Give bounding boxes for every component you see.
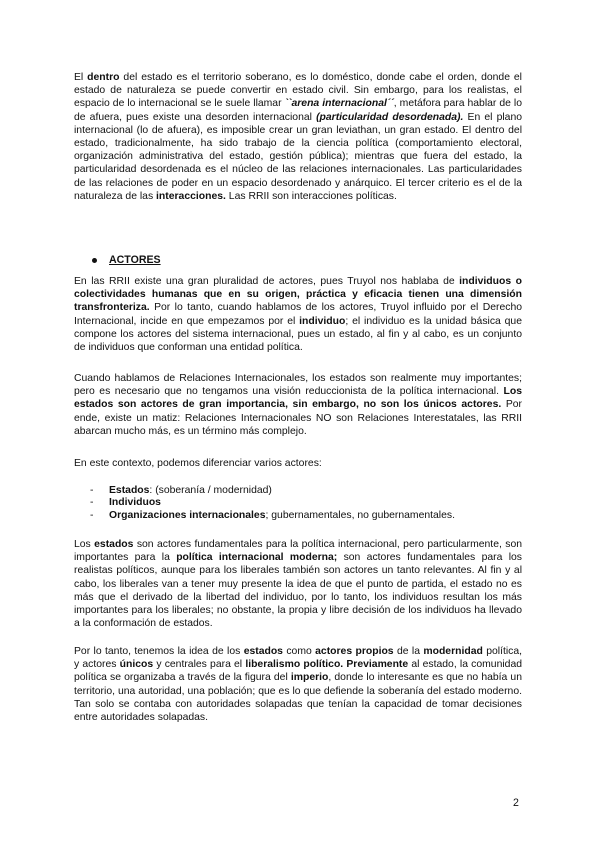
text-run: : (soberanía / modernidad): [149, 485, 272, 496]
text-run: Por ende, existe un matiz: Relaciones Internacionales NO son Relaciones Interestatales, las RRII abarcan mucho más, es un término más complejo.: [74, 399, 522, 437]
bold-italic-term: ``arena internacional´´: [284, 98, 394, 110]
text-run: Por lo tanto, tenemos la idea de los: [74, 646, 244, 657]
bold-term: imperio: [290, 672, 329, 684]
dash-bullet: -: [90, 485, 94, 496]
bold-term: únicos: [119, 659, 154, 671]
text-run: , donde lo interesante es que no había un territorio, una autoridad, una población; que es lo que defiende la soberanía del estado moderno. Tan solo se contaba con autoridades solapadas que tenían la capacidad de tomar decisiones entre autoridades solapadas.: [74, 672, 522, 724]
paragraph-modernidad: [74, 645, 522, 724]
section-heading-actores: [92, 254, 161, 266]
text-run: , metáfora para hablar de lo de afuera, pues existe una desorden internacional: [74, 98, 522, 123]
text-run: Por lo tanto, cuando hablamos de los actores, Truyol influido por el Derecho Internacional, incide en que empezamos por el: [74, 302, 522, 327]
text-run: ; gubernamentales, no gubernamentales.: [265, 509, 455, 521]
bold-term: Los estados son actores de gran importancia, sin embargo, no son los únicos actores.: [74, 386, 522, 411]
list-item: [90, 485, 455, 497]
actors-list: [90, 485, 455, 522]
bold-term: individuo: [299, 315, 346, 327]
text-run: son actores fundamentales para los realistas políticos, aunque para los liberales también son actores un tanto relevantes. Al fin y al cabo, los liberales van a tener muy presente la idea de que el punto de partida, el estado no es más que el derivado de la libertad del individuo, por lo tanto, los individuos resultan los más importantes para los liberales; no obstante, la propia y libre decisión de los individuos ha llevado a la conformación de estados.: [74, 552, 522, 630]
paragraph-contexto: [74, 457, 522, 470]
bold-term: Estados: [109, 485, 150, 496]
list-item: [90, 497, 455, 509]
text-run: En el plano internacional (lo de afuera), es imposible crear un gran leviathan, un gran estado. El dentro del estado, tradicionalmente, ha sido trabajo de la ciencia política (comportamiento electoral, organización administrativa del estado, gestión pública); mientras que fuera del estado, la particularidad desordenada es el núcleo de las relaciones internacionales. Las particularidades de las relaciones de poder en un espacio desordenado y anárquico. El tercer criterio es el de la naturaleza de las: [74, 111, 523, 202]
bold-term: actores propios: [315, 646, 394, 657]
text-run: En las RRII existe una gran pluralidad de actores, pues Truyol nos hablaba de: [74, 276, 460, 287]
bold-term: dentro: [87, 72, 120, 83]
text-run: ; el individuo es la unidad básica que compone los actores del sistema internacional, pues un estado, al fin y al cabo, es un conjunto de individuos que conforman una entidad política.: [74, 315, 522, 354]
text-run: Cuando hablamos de Relaciones Internacionales, los estados son realmente muy importantes; pero es necesario que no tengamos una visión reduccionista de la política internacional.: [74, 373, 522, 398]
page-number: 2: [513, 797, 519, 809]
bold-term: estados: [243, 646, 283, 657]
dash-bullet: -: [90, 497, 94, 509]
text-run: de la: [393, 646, 424, 657]
text-run: como: [282, 646, 316, 657]
text-run: del estado es el territorio soberano, es lo doméstico, donde cabe el orden, donde el estado de naturaleza se puede convertir en estado civil. Sin embargo, para los realistas, el espacio de lo internacional se le suele llamar: [74, 72, 522, 110]
bold-term: individuos o colectividades humanas que en su origen, práctica y eficacia tienen una dimensión transfronteriza.: [74, 276, 523, 314]
bold-term: estados: [94, 539, 134, 550]
dash-bullet: -: [90, 509, 94, 521]
bold-term: política internacional moderna;: [176, 552, 338, 564]
text-run: El: [74, 72, 88, 83]
text-run: Las RRII son interacciones políticas.: [225, 190, 397, 202]
bold-term: modernidad: [423, 646, 483, 657]
bold-term: Individuos: [109, 497, 161, 509]
paragraph-pluralidad-actores: [74, 275, 522, 354]
bold-term: Organizaciones internacionales: [109, 509, 266, 521]
text-run: política, y actores: [74, 646, 523, 671]
text-run: Los: [74, 539, 95, 550]
paragraph-estados-importantes: [74, 372, 522, 438]
text-run: En este contexto, podemos diferenciar varios actores:: [74, 458, 322, 469]
paragraph-dentro-estado: [74, 71, 522, 203]
bold-term: interacciones.: [156, 190, 226, 202]
paragraph-estados-fundamentales: [74, 538, 522, 630]
list-item: [90, 510, 455, 522]
text-run: y centrales para el: [153, 659, 246, 671]
bullet-icon: [92, 258, 97, 263]
bold-term: liberalismo político. Previamente: [245, 659, 409, 671]
text-run: al estado, la comunidad política se organizaba a través de la figura del: [74, 659, 522, 684]
bold-italic-term: (particularidad desordenada).: [316, 111, 464, 123]
text-run: son actores fundamentales para la política internacional, pero particularmente, son importantes para la: [74, 539, 523, 564]
heading-label: ACTORES: [109, 254, 161, 266]
